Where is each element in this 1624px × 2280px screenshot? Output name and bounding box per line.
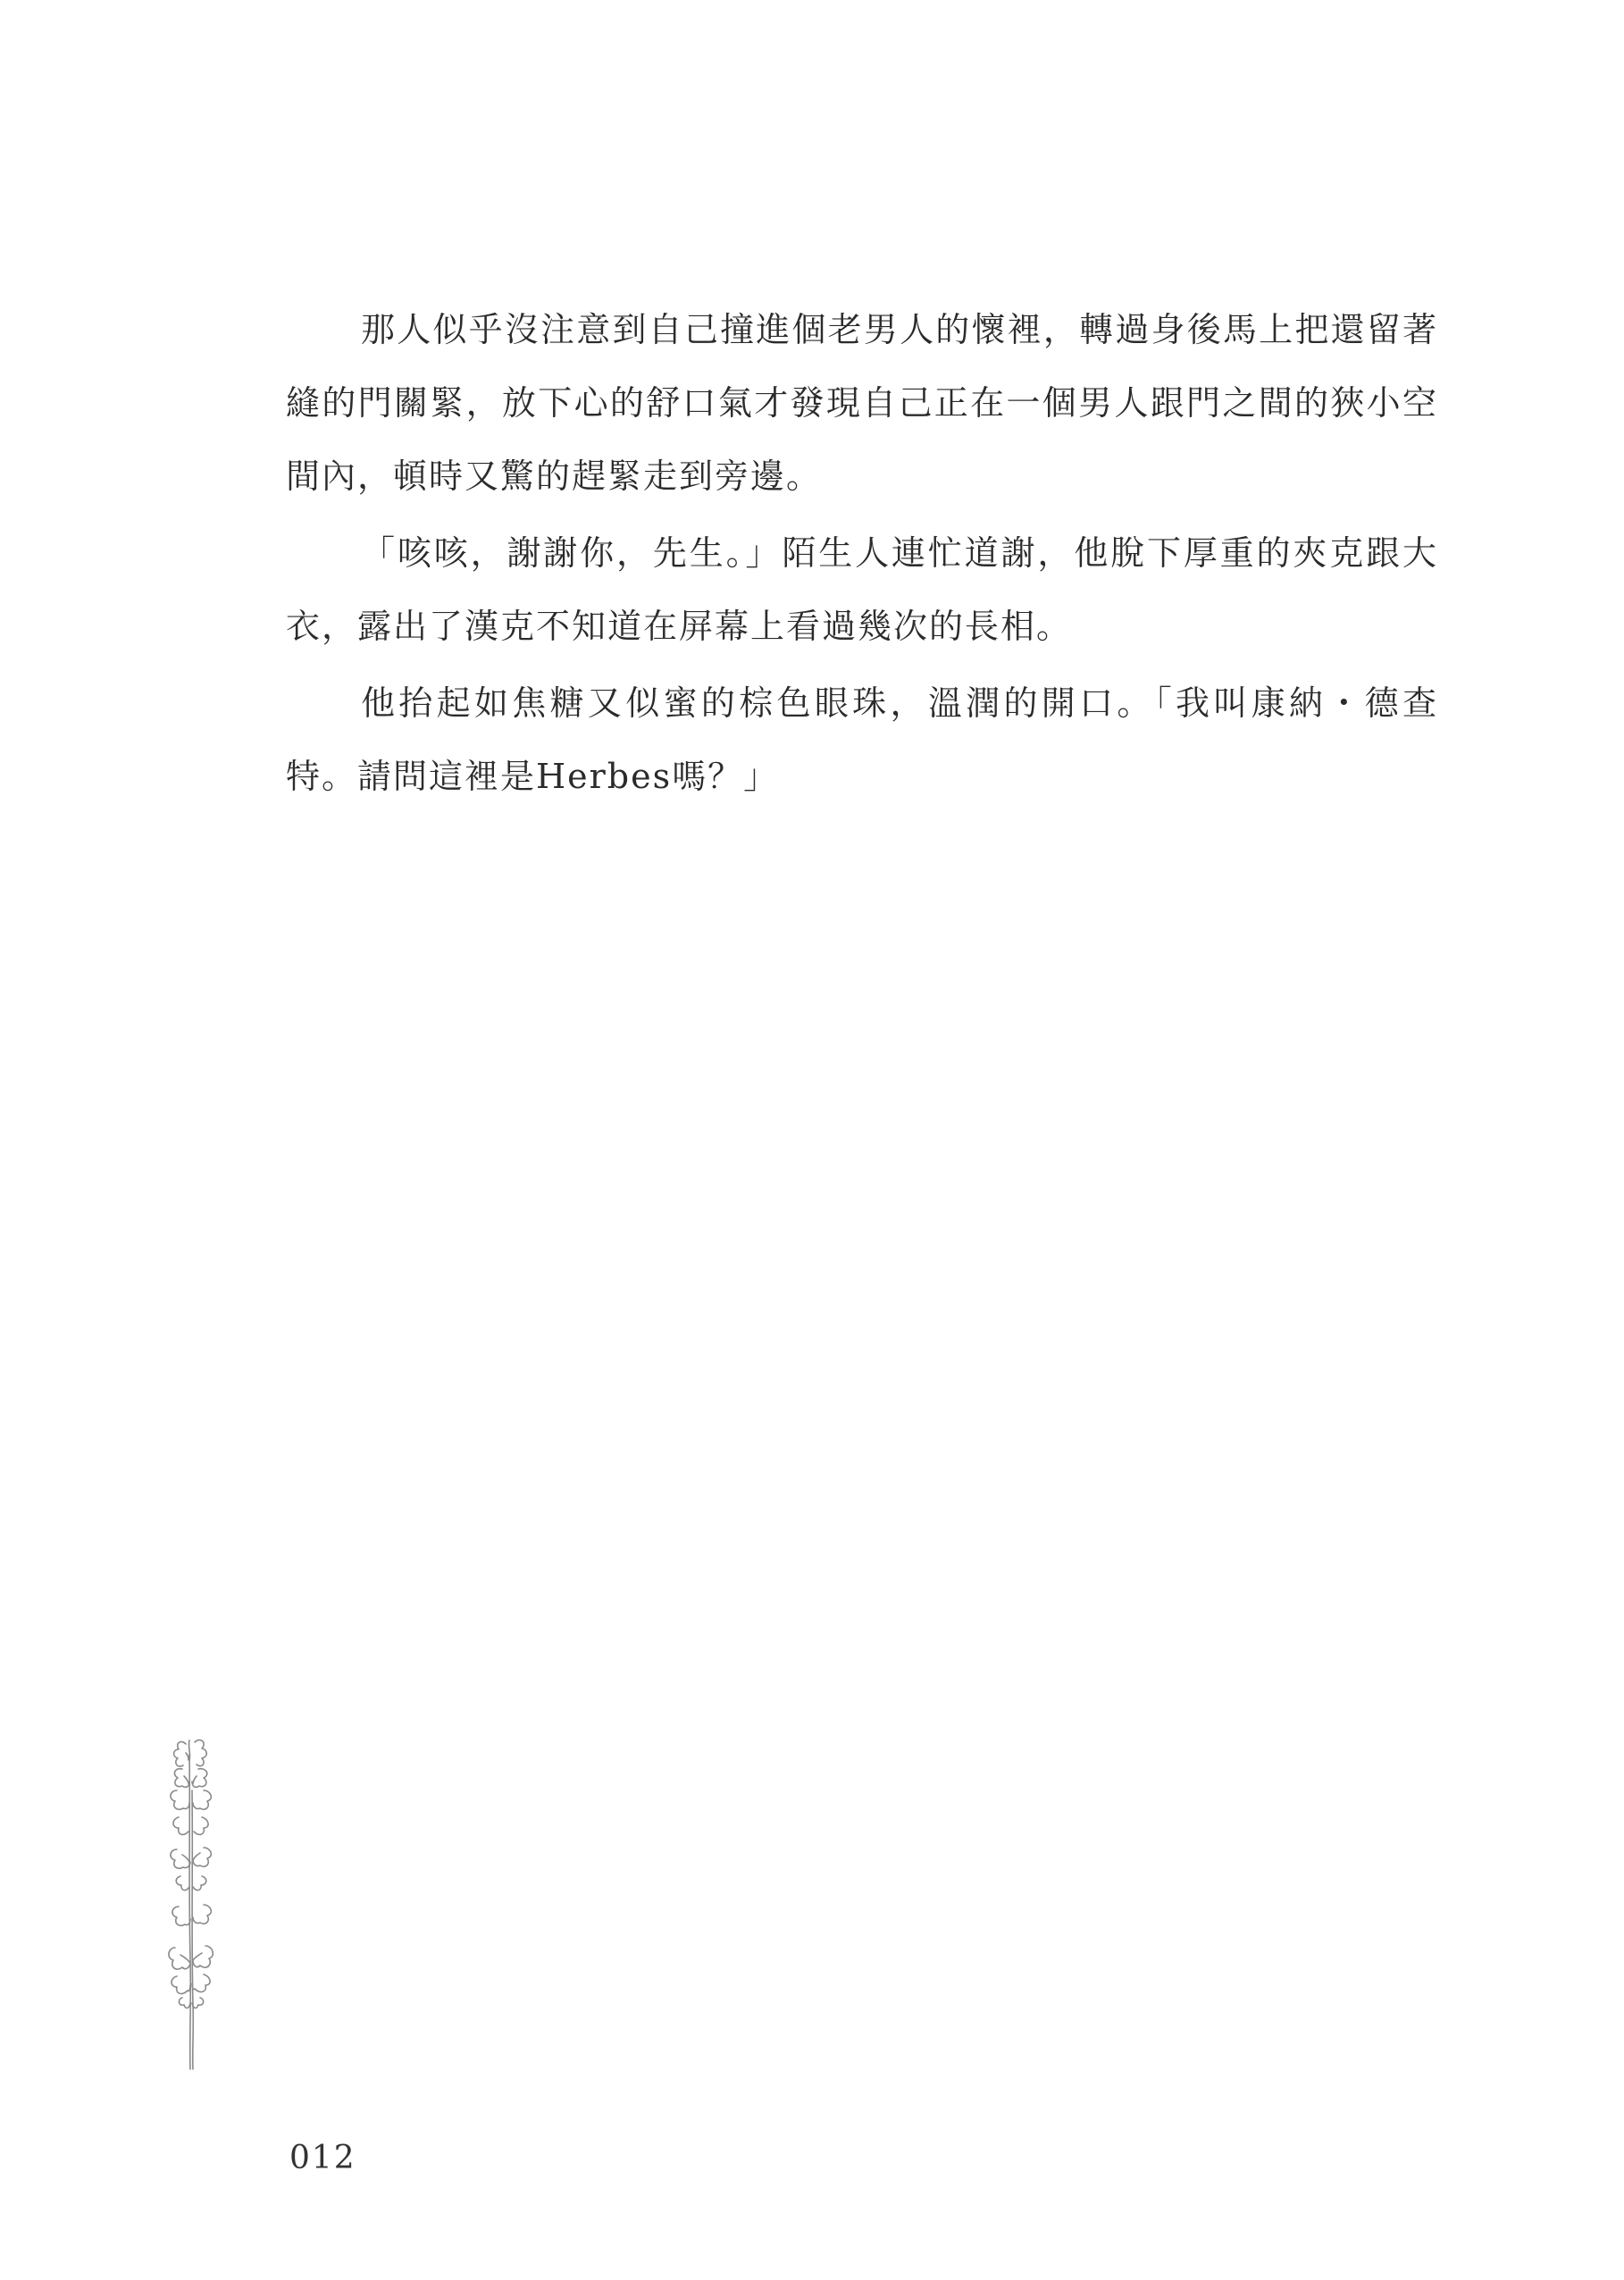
paragraph-2: 「咳咳，謝謝你，先生。」陌生人連忙道謝，他脫下厚重的夾克跟大衣，露出了漢克不知道在屏幕上看過幾次的長相。 [286,533,1438,646]
page-number: 012 [289,2140,356,2176]
body-text [286,293,1438,813]
lavender-sprig-icon [150,1737,232,2071]
paragraph-1: 那人似乎沒注意到自己撞進個老男人的懷裡，轉過身後馬上把還留著縫的門關緊，放下心的舒口氣才發現自己正在一個男人跟門之間的狹小空間內，頓時又驚的趕緊走到旁邊。 [286,310,1438,496]
paragraph-3: 他抬起如焦糖又似蜜的棕色眼珠，溫潤的開口。「我叫康納・德查特。請問這裡是Herbes嗎？」 [286,683,1438,796]
